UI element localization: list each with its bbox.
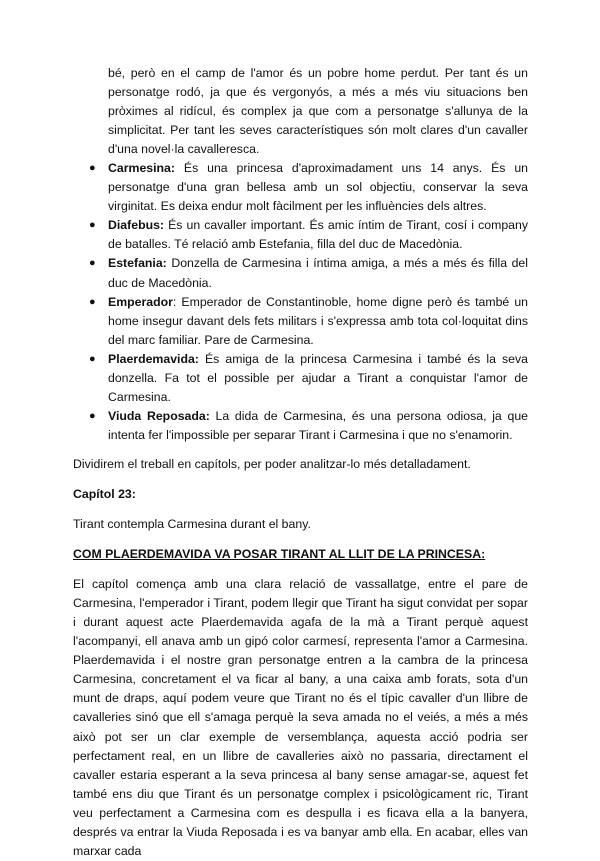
character-list [73, 159, 528, 445]
character-item-diafebus [73, 216, 528, 254]
divide-sentence: Dividirem el treball en capítols, per poder analitzar-lo més detalladament. [73, 456, 471, 471]
character-name: Estefania: [108, 256, 167, 271]
character-description: És una princesa d'aproximadament uns 14 anys. És un personatge d'una gran bellesa amb un sol objectiu, conservar la seva virginitat. Es deixa endur molt fàcilment per les influències dels altres. [108, 161, 528, 214]
bullet-icon: ● [89, 162, 96, 175]
character-name: Emperador [108, 294, 173, 309]
character-description: Donzella de Carmesina i íntima amiga, a més a més és filla del duc de Macedònia. [108, 256, 528, 290]
intro-paragraph: bé, però en el camp de l'amor és un pobre home perdut. Per tant és un personatge rodó, ja que és vergonyós, a més a més viu situacions ben pròximes al ridícul, és complex ja que com a personatge s'allunya de la simplicitat. Per tant les seves característiques són molt clares d'un cavaller d'una novel·la cavalleresca. [108, 66, 528, 157]
chapter-heading: Capítol 23: [73, 486, 136, 501]
section-title: COM PLAERDEMAVIDA VA POSAR TIRANT AL LLIT DE LA PRINCESA: [73, 547, 486, 562]
character-description: És amiga de la princesa Carmesina i també és la seva donzella. Fa tot el possible per ajudar a Tirant a conquistar l'amor de Carmesina. [108, 351, 528, 404]
bullet-icon: ● [89, 352, 96, 365]
character-name: Viuda Reposada: [108, 408, 210, 423]
bullet-icon: ● [89, 409, 96, 422]
character-item-viuda-reposada [73, 407, 528, 445]
character-item-carmesina [73, 159, 528, 216]
character-description: La dida de Carmesina, és una persona odiosa, ja que intenta fer l'impossible per separar Tirant i Carmesina i que no s'enamorin. [108, 408, 528, 442]
bullet-icon: ● [89, 295, 96, 308]
character-description: És un cavaller important. És amic íntim de Tirant, cosí i company de batalles. Té relació amb Estefania, filla del duc de Macedònia. [108, 218, 528, 252]
document-page [73, 64, 528, 861]
bullet-icon: ● [89, 257, 96, 270]
character-item-emperador [73, 293, 528, 350]
character-description: : Emperador de Constantinoble, home digne però és també un home insegur davant dels fets militars i s'expressa amb tota col·loquitat dins del marc familiar. Pare de Carmesina. [108, 294, 528, 347]
character-name: Carmesina: [108, 161, 175, 176]
body-paragraph: El capítol comença amb una clara relació de vassallatge, entre el pare de Carmesina, l'emperador i Tirant, podem llegir que Tirant ha sigut convidat per sopar i durant aquest acte Plaerdemavida agafa de la mà a Tirant perquè aquest l'acompanyi, ell anava amb un gipó color carmesí, representa l'amor a Carmesina. Plaerdemavida i el nostre gran personatge entren a la cambra de la princesa Carmesina, concretament el va ficar al bany, a una caixa amb forats, sota d'un munt de draps, aquí podem veure que Tirant no és el típic cavaller d'un llibre de cavalleries sinó que ell s'amaga perquè la seva amada no el veiés, a més a més això pot ser un clar exemple de versemblança, aquesta acció podria ser perfectament real, en un llibre de cavalleries això no passaria, directament el cavaller estaria esperant a la seva princesa al bany sense amagar-se, aquest fet també ens diu que Tirant és un personatge complex i psicològicament ric, Tirant veu perfectament a Carmesina com es despulla i es ficava ella a la banyera, després va entrar la Viuda Reposada i es va banyar amb ella. En acabar, elles van marxar cada [73, 577, 528, 858]
character-item-estefania [73, 254, 528, 292]
character-item-plaerdemavida [73, 350, 528, 407]
chapter-summary: Tirant contempla Carmesina durant el bany. [73, 517, 311, 532]
character-name: Plaerdemavida: [108, 351, 199, 366]
bullet-icon: ● [89, 219, 96, 232]
character-name: Diafebus: [108, 218, 165, 233]
